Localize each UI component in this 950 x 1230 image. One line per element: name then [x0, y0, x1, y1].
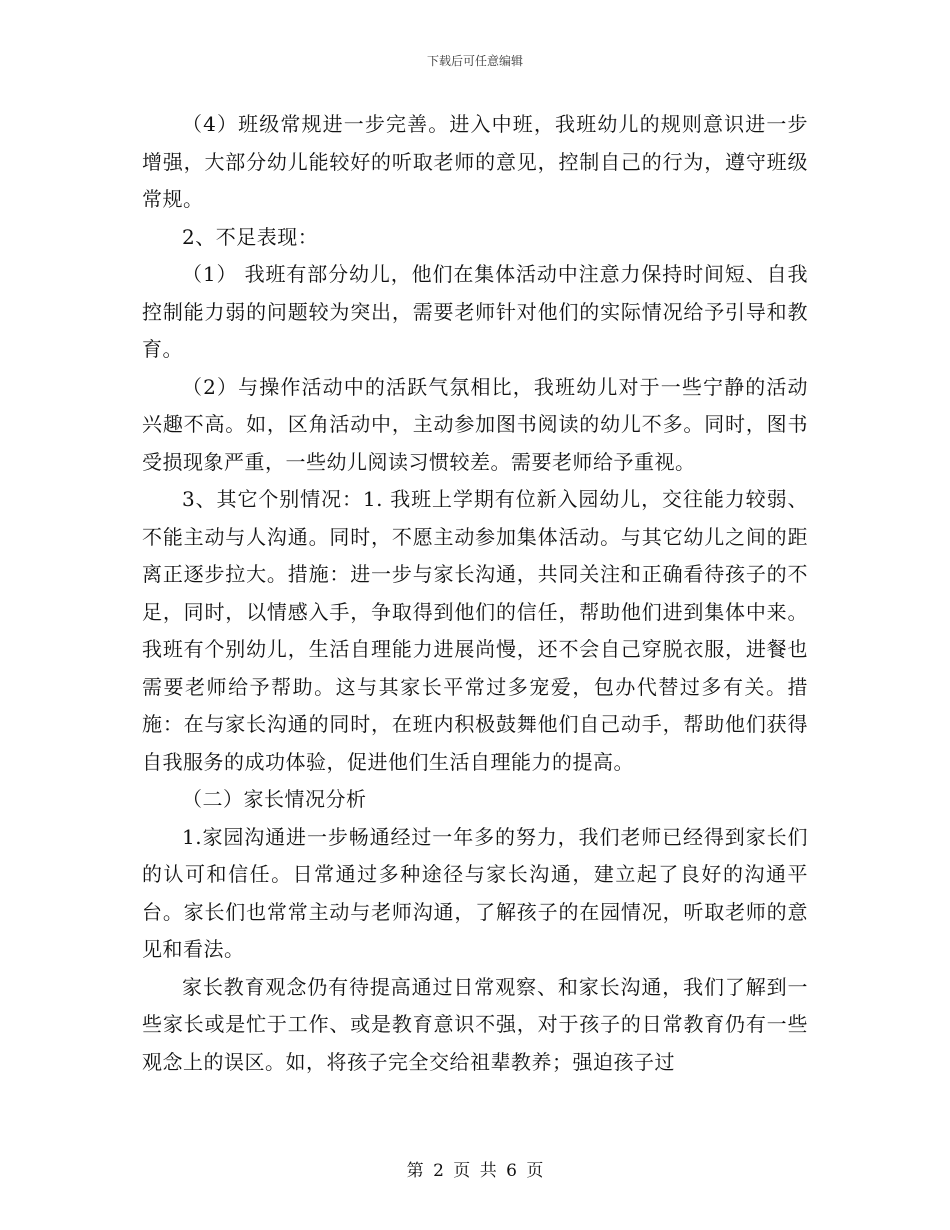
heading-parent-analysis: （二）家长情况分析 — [182, 787, 367, 811]
paragraph-class-routine: （4）班级常规进一步完善。进入中班，我班幼儿的规则意识进一步增强，大部分幼儿能较好的听取老师的意见，控制自己的行为，遵守班级常规。 — [142, 112, 808, 211]
document-body — [142, 106, 808, 1081]
paragraph-parent-concepts: 家长教育观念仍有待提高通过日常观察、和家长沟通，我们了解到一些家长或是忙于工作、或是教育意识不强，对于孩子的日常教育仍有一些观念上的误区。如，将孩子完全交给祖辈教养；强迫孩子过 — [142, 974, 808, 1074]
page-header: 下载后可任意编辑 — [426, 54, 523, 68]
paragraph-quiet-activities: （2）与操作活动中的活跃气氛相比，我班幼儿对于一些宁静的活动兴趣不高。如，区角活动中，主动参加图书阅读的幼儿不多。同时，图书受损现象严重，一些幼儿阅读习惯较差。需要老师给予重视。 — [142, 374, 808, 474]
paragraph-individual-cases: 3、其它个别情况：1. 我班上学期有位新入园幼儿，交往能力较弱、不能主动与人沟通。同时，不愿主动参加集体活动。与其它幼儿之间的距离正逐步拉大。措施：进一步与家长沟通，共同关注和正确看待孩子的不足，同时，以情感入手，争取得到他们的信任，帮助他们进到集体中来。我班有个别幼儿，生活自理能力进展尚慢，还不会自己穿脱衣服，进餐也需要老师给予帮助。这与其家长平常过多宠爱，包办代替过多有关。措施：在与家长沟通的同时，在班内积极鼓舞他们自己动手，帮助他们获得自我服务的成功体验，促进他们生活自理能力的提高。 — [142, 487, 808, 774]
heading-shortcomings: 2、不足表现： — [182, 224, 319, 249]
paragraph-attention: （1） 我班有部分幼儿，他们在集体活动中注意力保持时间短、自我控制能力弱的问题较为突出，需要老师针对他们的实际情况给予引导和教育。 — [142, 262, 808, 361]
page-number: 第 2 页 共 6 页 — [406, 1161, 544, 1181]
paragraph-home-communication: 1.家园沟通进一步畅通经过一年多的努力，我们老师已经得到家长们的认可和信任。日常通过多种途径与家长沟通，建立起了良好的沟通平台。家长们也常常主动与老师沟通，了解孩子的在园情况，听取老师的意见和看法。 — [142, 824, 808, 961]
